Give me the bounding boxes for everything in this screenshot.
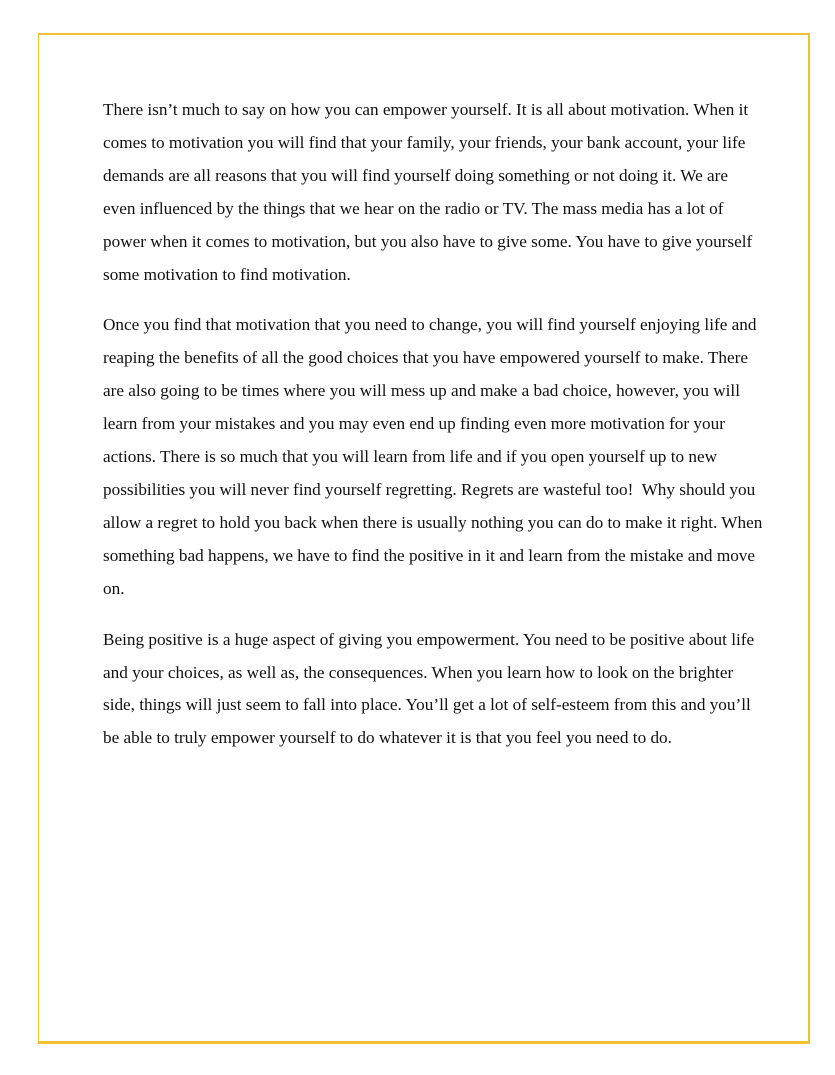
paragraph-3: Being positive is a huge aspect of giving you empowerment. You need to be positive about life and your choices, as well as, the consequences. When you learn how to look on the brighter side, things will just seem to fall into place. You’ll get a lot of self-esteem from this and you’ll be able to truly empower yourself to do whatever it is that you feel you need to do. <box>103 629 759 748</box>
paragraph-2: Once you find that motivation that you need to change, you will find yourself enjoying life and reaping the benefits of all the good choices that you have empowered yourself to make. There are also going to be times where you will mess up and make a bad choice, however, you will learn from your mistakes and you may even end up finding even more motivation for your actions. There is so much that you will learn from life and if you open yourself up to new possibilities you will never find yourself regretting. Regrets are wasteful too! Why should you allow a regret to hold you back when there is usually nothing you can do to make it right. When something bad happens, we have to find the positive in it and learn from the mistake and move on. <box>103 315 767 598</box>
document-body <box>103 94 767 773</box>
paragraph-1: There isn’t much to say on how you can empower yourself. It is all about motivation. When it comes to motivation you will find that your family, your friends, your bank account, your life demands are all reasons that you will find yourself doing something or not doing it. We are even influenced by the things that we hear on the radio or TV. The mass media has a lot of power when it comes to motivation, but you also have to give some. You have to give yourself some motivation to find motivation. <box>103 100 757 284</box>
